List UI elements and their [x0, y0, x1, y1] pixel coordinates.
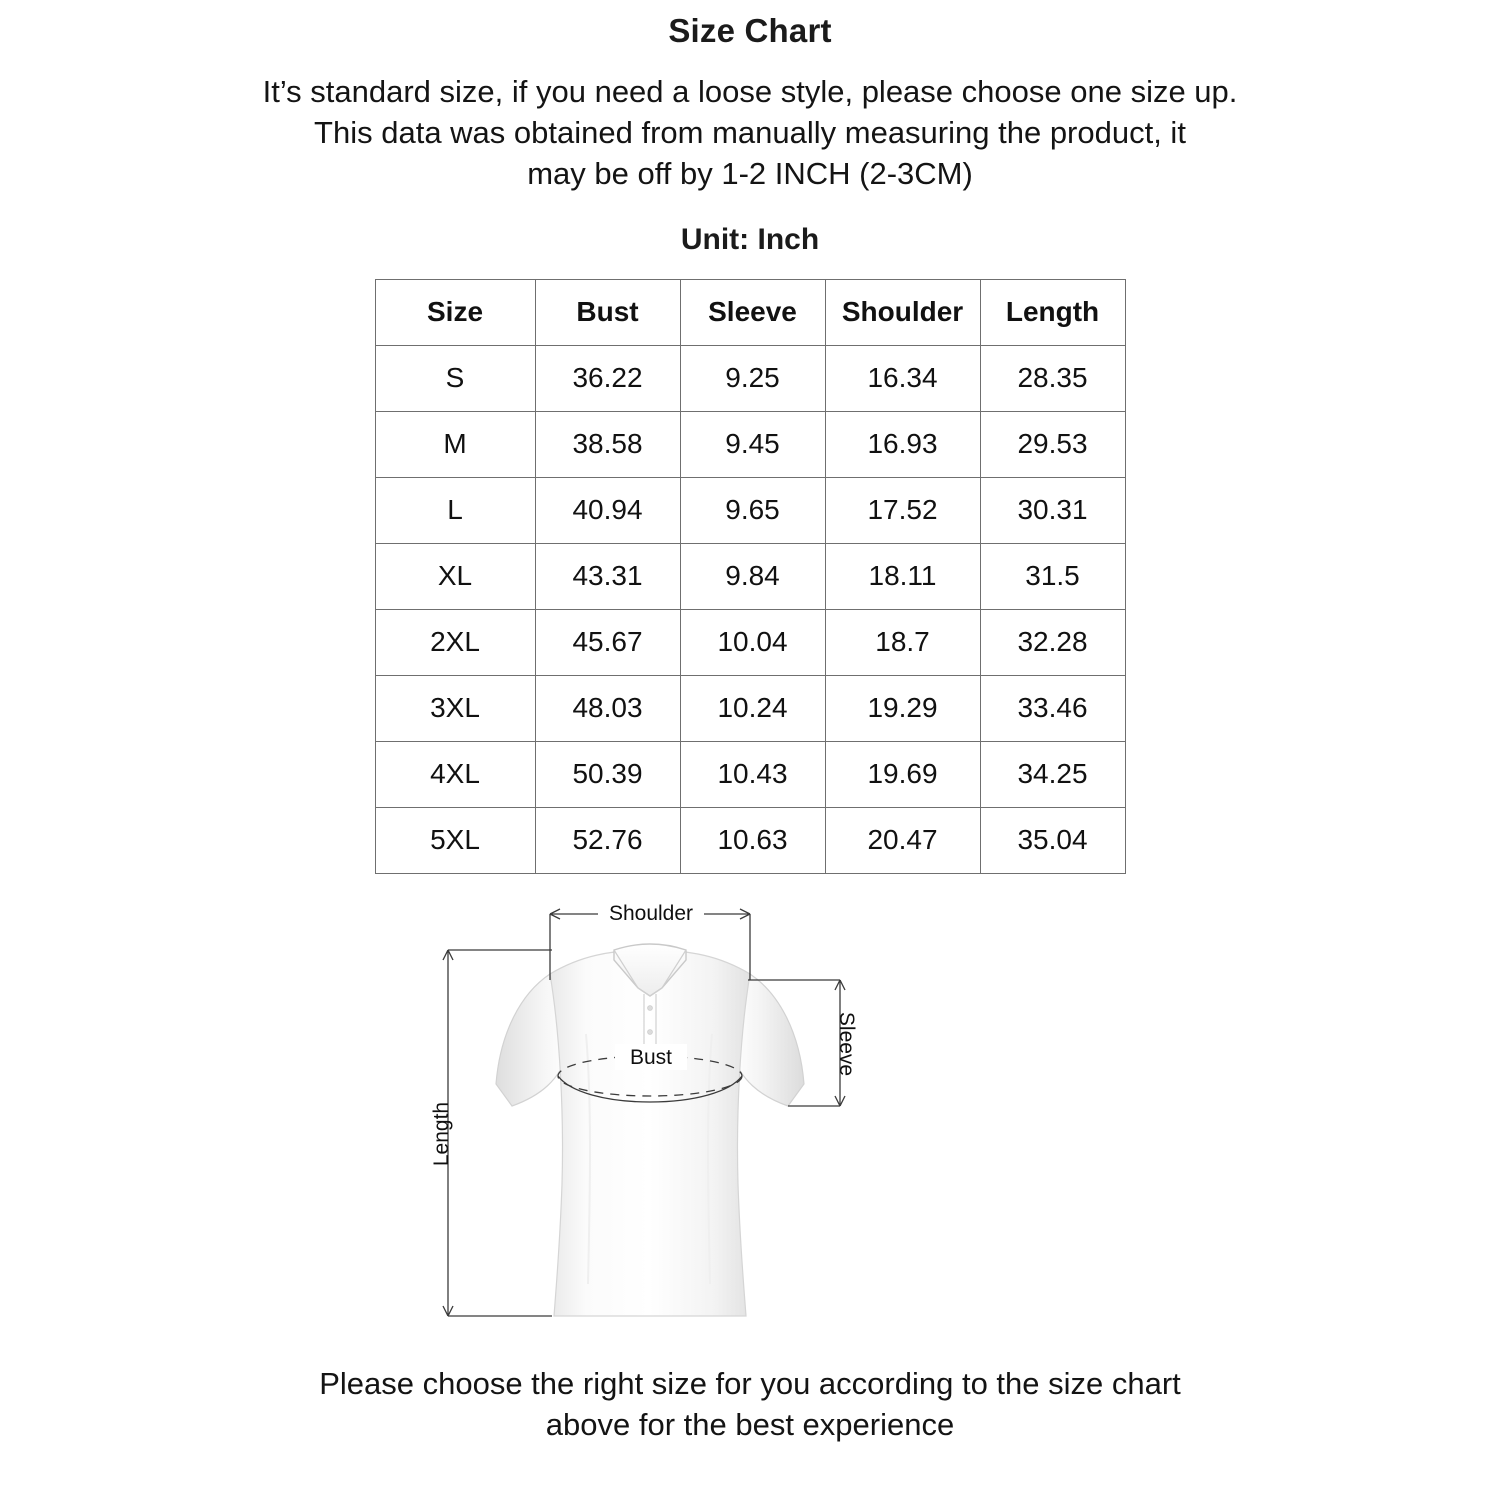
footer-text: [0, 1364, 1500, 1446]
cell-length: 32.28: [980, 609, 1125, 675]
cell-size: 4XL: [375, 741, 535, 807]
table-row: [375, 345, 1125, 411]
cell-length: 33.46: [980, 675, 1125, 741]
unit-label: Unit: Inch: [680, 222, 820, 256]
size-table: [375, 279, 1126, 874]
cell-length: 34.25: [980, 741, 1125, 807]
shoulder-label: Shoulder: [608, 901, 694, 925]
table-row: [375, 543, 1125, 609]
size-chart-page: [0, 12, 1500, 1500]
cell-sleeve: 9.84: [680, 543, 825, 609]
cell-shoulder: 19.69: [825, 741, 980, 807]
cell-sleeve: 10.43: [680, 741, 825, 807]
cell-sleeve: 9.45: [680, 411, 825, 477]
column-header-shoulder: Shoulder: [825, 279, 980, 345]
table-row: [375, 807, 1125, 873]
cell-bust: 52.76: [535, 807, 680, 873]
cell-bust: 38.58: [535, 411, 680, 477]
page-title: Size Chart: [668, 12, 832, 49]
column-header-length: Length: [980, 279, 1125, 345]
table-row: [375, 411, 1125, 477]
cell-size: 3XL: [375, 675, 535, 741]
cell-shoulder: 16.93: [825, 411, 980, 477]
table-row: [375, 741, 1125, 807]
length-label: Length: [430, 1101, 453, 1166]
cell-bust: 40.94: [535, 477, 680, 543]
column-header-bust: Bust: [535, 279, 680, 345]
cell-shoulder: 17.52: [825, 477, 980, 543]
cell-size: 2XL: [375, 609, 535, 675]
cell-sleeve: 10.63: [680, 807, 825, 873]
cell-length: 29.53: [980, 411, 1125, 477]
table-header-row: [375, 279, 1125, 345]
cell-sleeve: 10.24: [680, 675, 825, 741]
intro-line-2: This data was obtained from manually measuring the product, it: [314, 114, 1186, 150]
footer-line-2: above for the best experience: [545, 1406, 955, 1442]
cell-size: 5XL: [375, 807, 535, 873]
cell-bust: 50.39: [535, 741, 680, 807]
cell-sleeve: 9.65: [680, 477, 825, 543]
cell-size: S: [375, 345, 535, 411]
polo-shirt-diagram-svg: [400, 884, 1100, 1354]
cell-bust: 45.67: [535, 609, 680, 675]
cell-shoulder: 19.29: [825, 675, 980, 741]
cell-size: XL: [375, 543, 535, 609]
shirt-illustration: [496, 944, 804, 1316]
size-table-wrap: [0, 279, 1500, 874]
cell-size: L: [375, 477, 535, 543]
cell-length: 30.31: [980, 477, 1125, 543]
cell-bust: 36.22: [535, 345, 680, 411]
cell-shoulder: 18.7: [825, 609, 980, 675]
column-header-size: Size: [375, 279, 535, 345]
footer-line-1: Please choose the right size for you according to the size chart: [319, 1365, 1181, 1401]
cell-size: M: [375, 411, 535, 477]
cell-shoulder: 16.34: [825, 345, 980, 411]
column-header-sleeve: Sleeve: [680, 279, 825, 345]
cell-length: 31.5: [980, 543, 1125, 609]
intro-line-1: It’s standard size, if you need a loose style, please choose one size up.: [262, 74, 1238, 109]
sleeve-label: Sleeve: [835, 1011, 858, 1076]
bust-label: Bust: [629, 1045, 673, 1069]
table-row: [375, 675, 1125, 741]
cell-sleeve: 9.25: [680, 345, 825, 411]
intro-line-3: may be off by 1-2 INCH (2-3CM): [527, 155, 973, 191]
cell-length: 35.04: [980, 807, 1125, 873]
cell-bust: 48.03: [535, 675, 680, 741]
table-row: [375, 477, 1125, 543]
intro-text: [0, 72, 1500, 195]
cell-sleeve: 10.04: [680, 609, 825, 675]
cell-shoulder: 18.11: [825, 543, 980, 609]
measurement-diagram: [0, 884, 1500, 1354]
cell-shoulder: 20.47: [825, 807, 980, 873]
cell-length: 28.35: [980, 345, 1125, 411]
cell-bust: 43.31: [535, 543, 680, 609]
table-row: [375, 609, 1125, 675]
